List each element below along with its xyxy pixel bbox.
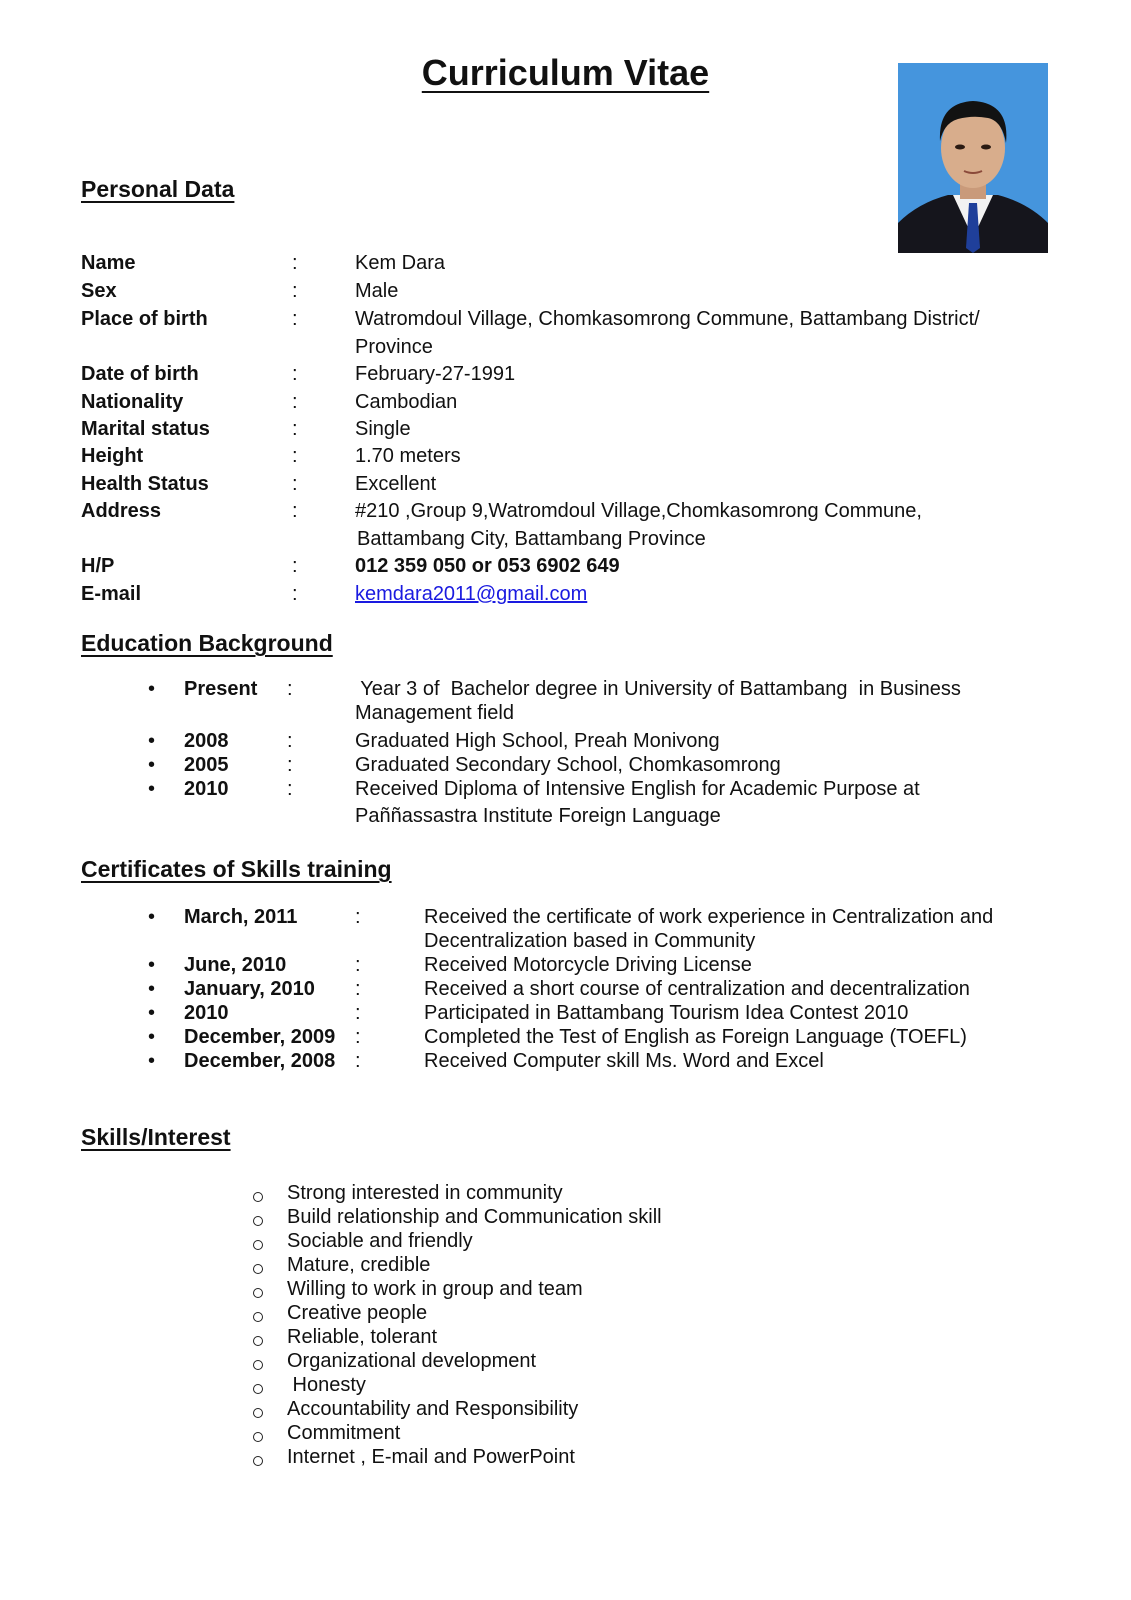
- colon: :: [355, 954, 361, 976]
- certificate-date: January, 2010: [184, 978, 315, 1000]
- colon: :: [355, 1026, 361, 1048]
- value-hp: 012 359 050 or 053 6902 649: [355, 555, 620, 577]
- hollow-bullet-icon: [253, 1216, 263, 1226]
- certificate-text: Received Computer skill Ms. Word and Excel: [424, 1050, 824, 1072]
- hollow-bullet-icon: [253, 1456, 263, 1466]
- colon: :: [292, 391, 298, 413]
- value-nationality: Cambodian: [355, 391, 458, 413]
- education-text-cont: Management field: [355, 702, 514, 724]
- value-sex: Male: [355, 280, 399, 302]
- certificate-date: June, 2010: [184, 954, 287, 976]
- colon: :: [292, 473, 298, 495]
- education-text: Graduated High School, Preah Monivong: [355, 730, 720, 752]
- bullet: •: [148, 678, 156, 700]
- colon: :: [292, 280, 298, 302]
- certificate-text: Received Motorcycle Driving License: [424, 954, 752, 976]
- label-health-status: Health Status: [81, 473, 209, 495]
- skill-item: Sociable and friendly: [287, 1230, 473, 1252]
- value-place-of-birth: Watromdoul Village, Chomkasomrong Commune, Battambang District/: [355, 308, 980, 330]
- skill-item: Build relationship and Communication skill: [287, 1206, 662, 1228]
- skills-heading: Skills/Interest: [81, 1124, 231, 1150]
- colon: :: [355, 1002, 361, 1024]
- certificate-date: December, 2008: [184, 1050, 336, 1072]
- colon: :: [292, 583, 298, 605]
- colon: :: [292, 363, 298, 385]
- colon: :: [287, 754, 293, 776]
- profile-photo: [898, 63, 1048, 253]
- education-label: Present: [184, 678, 258, 700]
- label-nationality: Nationality: [81, 391, 184, 413]
- colon: :: [292, 445, 298, 467]
- skill-item: Commitment: [287, 1422, 401, 1444]
- value-address: #210 ,Group 9,Watromdoul Village,Chomkasomrong Commune,: [355, 500, 922, 522]
- hollow-bullet-icon: [253, 1360, 263, 1370]
- education-label: 2010: [184, 778, 229, 800]
- bullet: •: [148, 1002, 156, 1024]
- hollow-bullet-icon: [253, 1312, 263, 1322]
- colon: :: [287, 778, 293, 800]
- value-place-of-birth-cont: Province: [355, 336, 433, 358]
- label-email: E-mail: [81, 583, 142, 605]
- colon: :: [287, 678, 293, 700]
- bullet: •: [148, 730, 156, 752]
- colon: :: [287, 730, 293, 752]
- page-title: Curriculum Vitae: [421, 52, 710, 93]
- label-sex: Sex: [81, 280, 117, 302]
- certificate-date: December, 2009: [184, 1026, 336, 1048]
- colon: :: [292, 555, 298, 577]
- certificate-text-cont: Decentralization based in Community: [424, 930, 756, 952]
- label-place-of-birth: Place of birth: [81, 308, 208, 330]
- skill-item: Willing to work in group and team: [287, 1278, 583, 1300]
- education-heading: Education Background: [81, 630, 333, 656]
- colon: :: [355, 1050, 361, 1072]
- colon: :: [355, 906, 361, 928]
- skill-item: Strong interested in community: [287, 1182, 563, 1204]
- hollow-bullet-icon: [253, 1384, 263, 1394]
- hollow-bullet-icon: [253, 1240, 263, 1250]
- bullet: •: [148, 1050, 156, 1072]
- colon: :: [292, 252, 298, 274]
- value-date-of-birth: February-27-1991: [355, 363, 516, 385]
- hollow-bullet-icon: [253, 1336, 263, 1346]
- label-marital-status: Marital status: [81, 418, 210, 440]
- certificate-text: Received a short course of centralization and decentralization: [424, 978, 970, 1000]
- certificate-text: Participated in Battambang Tourism Idea Contest 2010: [424, 1002, 909, 1024]
- skill-item: Accountability and Responsibility: [287, 1398, 579, 1420]
- bullet: •: [148, 978, 156, 1000]
- education-text: Received Diploma of Intensive English for Academic Purpose at: [355, 778, 920, 800]
- hollow-bullet-icon: [253, 1432, 263, 1442]
- certificate-date: March, 2011: [184, 906, 298, 928]
- label-hp: H/P: [81, 555, 115, 577]
- bullet: •: [148, 778, 156, 800]
- skill-item: Creative people: [287, 1302, 428, 1324]
- label-name: Name: [81, 252, 136, 274]
- education-text: Graduated Secondary School, Chomkasomrong: [355, 754, 781, 776]
- certificates-heading: Certificates of Skills training: [81, 856, 392, 882]
- education-label: 2005: [184, 754, 229, 776]
- value-marital-status: Single: [355, 418, 411, 440]
- label-address: Address: [81, 500, 162, 522]
- skill-item: Mature, credible: [287, 1254, 431, 1276]
- certificate-text: Completed the Test of English as Foreign Language (TOEFL): [424, 1026, 967, 1048]
- label-height: Height: [81, 445, 144, 467]
- skill-item: Reliable, tolerant: [287, 1326, 438, 1348]
- personal-data-heading: Personal Data: [81, 176, 235, 202]
- certificate-date: 2010: [184, 1002, 229, 1024]
- skill-item: Internet , E-mail and PowerPoint: [287, 1446, 575, 1468]
- value-address-cont: Battambang City, Battambang Province: [357, 528, 706, 550]
- colon: :: [292, 500, 298, 522]
- hollow-bullet-icon: [253, 1288, 263, 1298]
- education-label: 2008: [184, 730, 229, 752]
- bullet: •: [148, 954, 156, 976]
- value-height: 1.70 meters: [355, 445, 461, 467]
- certificate-text: Received the certificate of work experience in Centralization and: [424, 906, 994, 928]
- bullet: •: [148, 754, 156, 776]
- bullet: •: [148, 906, 156, 928]
- hollow-bullet-icon: [253, 1192, 263, 1202]
- education-text: Year 3 of Bachelor degree in University of Battambang in Business: [355, 678, 961, 700]
- hollow-bullet-icon: [253, 1264, 263, 1274]
- skill-item: Organizational development: [287, 1350, 537, 1372]
- education-text-cont: Paññassastra Institute Foreign Language: [355, 805, 721, 827]
- email-link[interactable]: kemdara2011@gmail.com: [355, 583, 588, 605]
- hollow-bullet-icon: [253, 1408, 263, 1418]
- label-date-of-birth: Date of birth: [81, 363, 199, 385]
- skill-item: Honesty: [287, 1374, 366, 1396]
- bullet: •: [148, 1026, 156, 1048]
- colon: :: [292, 308, 298, 330]
- colon: :: [292, 418, 298, 440]
- value-health-status: Excellent: [355, 473, 437, 495]
- value-name: Kem Dara: [355, 252, 446, 274]
- colon: :: [355, 978, 361, 1000]
